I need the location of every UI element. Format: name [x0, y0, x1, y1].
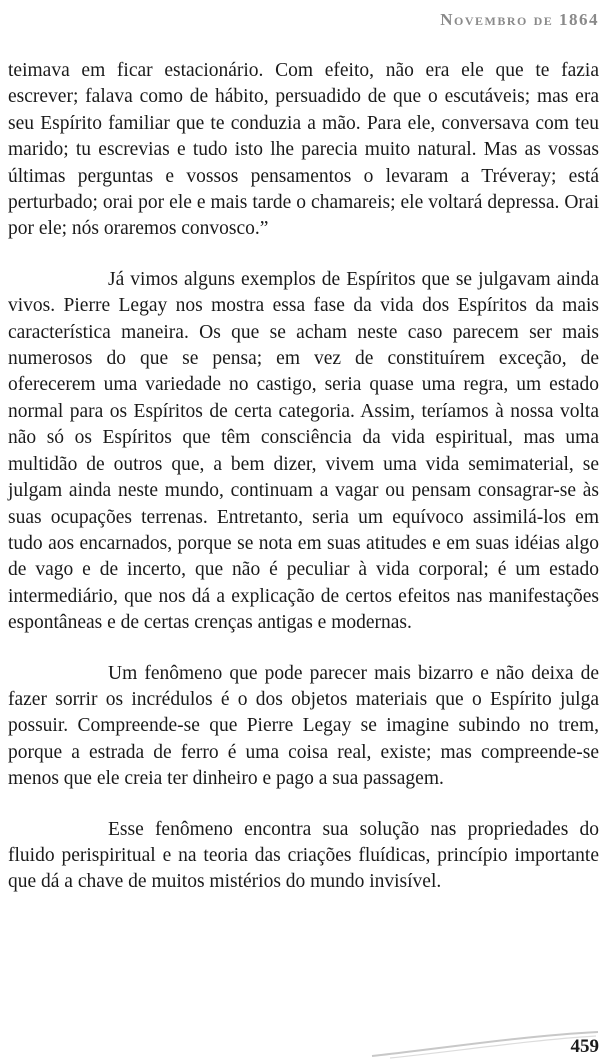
paragraph: Já vimos alguns exemplos de Espíritos que se julgavam ainda vivos. Pierre Legay nos mostra essa fase da vida dos Espíritos da mais característica maneira. Os que se acham neste caso parecem ser mais numerosos do que se pensa; em vez de constituírem exceção, de oferecerem uma variedade no castigo, seria quase uma regra, um estado normal para os Espíritos de certa categoria. Assim, teríamos à nossa volta não só os Espíritos que têm consciência da vida espiritual, mas uma multidão de outros que, a bem dizer, vivem uma vida semimaterial, se julgam ainda neste mundo, continuam a vagar ou pensam consagrar-se às suas ocupações terrenas. Entretanto, seria um equívoco assimilá-los em tudo aos encarnados, porque se nota em suas atitudes e em suas idéias algo de vago e de incerto, que não é peculiar à vida corporal; é um estado intermediário, que nos dá a explicação de certos efeitos nas manifestações espontâneas e de certas crenças antigas e modernas.: [8, 268, 599, 634]
decorative-swoosh-icon: [370, 1030, 600, 1060]
paragraph: Esse fenômeno encontra sua solução nas propriedades do fluido perispiritual e na teoria das criações fluídicas, princípio importante que dá a chave de muitos mistérios do mundo invisível.: [8, 818, 599, 893]
running-header-title: Novembro de 1864: [440, 10, 599, 29]
paragraph-continued: teimava em ficar estacionário. Com efeito, não era ele que te fazia escrever; falava como de hábito, persuadido de que o escutáveis; mas era seu Espírito familiar que te conduzia a mão. Para ele, conversava com teu marido; tu escrevias e tudo isto lhe parecia muito natural. Mas as vossas últimas perguntas e vossos pensamentos o levaram a Tréveray; está perturbado; orai por ele e mais tarde o chamareis; ele voltará depressa. Orai por ele; nós oraremos convosco.”: [8, 60, 599, 240]
page-number: 459: [570, 1036, 599, 1057]
paragraph: Um fenômeno que pode parecer mais bizarro e não deixa de fazer sorrir os incrédulos é o dos objetos materiais que o Espírito julga possuir. Compreende-se que Pierre Legay se imagine subindo no trem, porque a estrada de ferro é uma coisa real, existe; mas compreende-se menos que ele creia ter dinheiro e pago a sua passagem.: [8, 662, 599, 790]
body-text: [8, 58, 599, 920]
